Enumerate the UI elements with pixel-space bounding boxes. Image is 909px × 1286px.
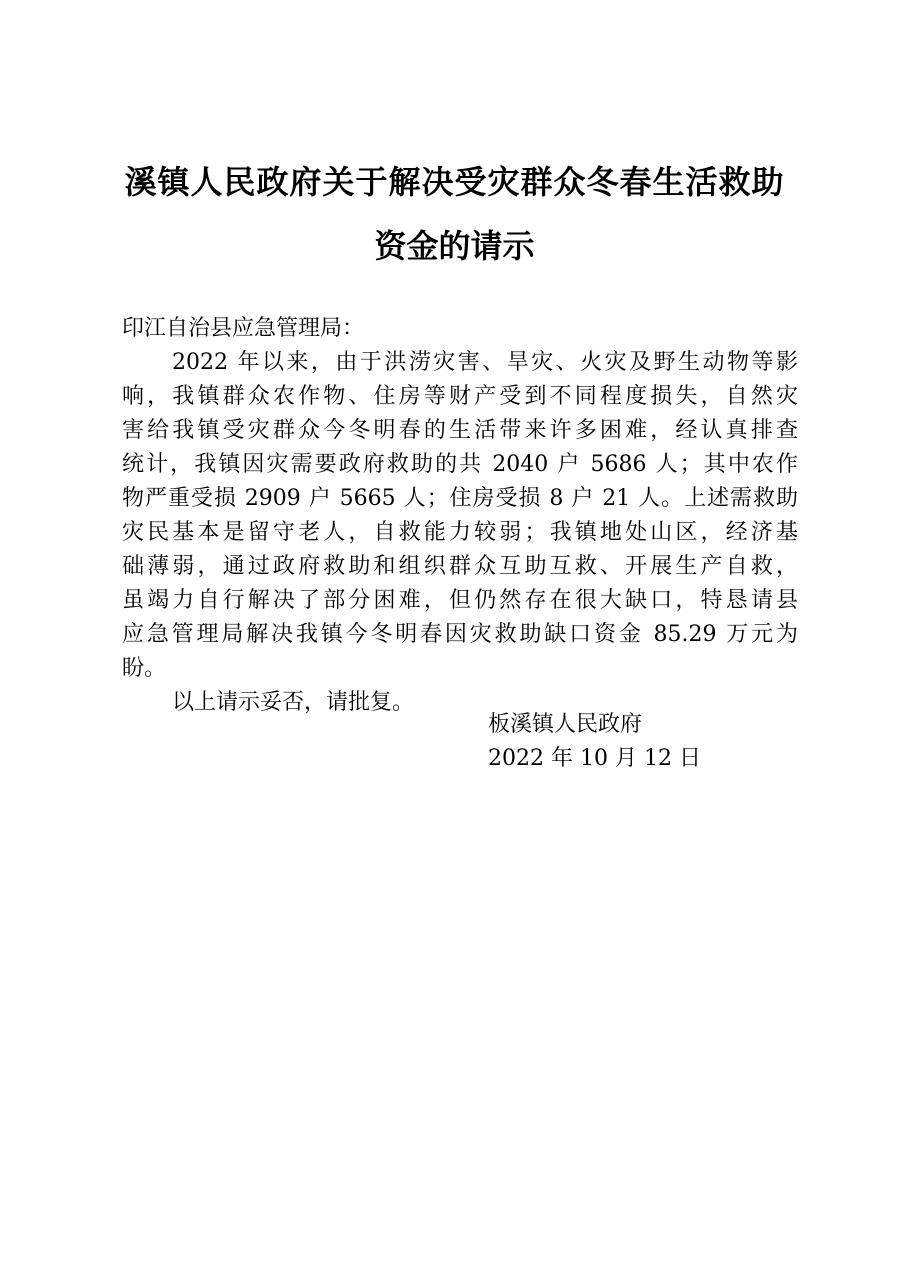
closing-line: 以上请示妥否，请批复。 xyxy=(172,690,415,715)
body-line: 物严重受损 2909 户 5665 人；住房受损 8 户 21 人。上述需救助 xyxy=(122,486,798,511)
body-line: 础薄弱，通过政府救助和组织群众互助互救、开展生产自救， xyxy=(122,554,798,579)
body-line: 响，我镇群众农作物、住房等财产受到不同程度损失，自然灾 xyxy=(122,384,798,409)
body-line: 灾民基本是留守老人，自救能力较弱；我镇地处山区，经济基 xyxy=(122,520,798,545)
signature-organization: 板溪镇人民政府 xyxy=(488,712,643,737)
body-line: 害给我镇受灾群众今冬明春的生活带来许多困难，经认真排查 xyxy=(122,418,798,443)
document-title-line-2: 资金的请示 xyxy=(374,227,535,265)
body-line: 应急管理局解决我镇今冬明春因灾救助缺口资金 85.29 万元为 xyxy=(122,622,798,647)
body-line: 盼。 xyxy=(122,656,167,681)
document-body xyxy=(122,312,798,720)
body-line: 虽竭力自行解决了部分困难，但仍然存在很大缺口，特恳请县 xyxy=(122,588,798,613)
body-line: 2022 年以来，由于洪涝灾害、旱灾、火灾及野生动物等影 xyxy=(172,350,798,375)
body-line: 统计，我镇因灾需要政府救助的共 2040 户 5686 人；其中农作 xyxy=(122,452,798,477)
addressee: 印江自治县应急管理局： xyxy=(122,316,365,341)
signature-date: 2022 年 10 月 12 日 xyxy=(488,746,701,771)
document-title-line-1: 溪镇人民政府关于解决受灾群众冬春生活救助 xyxy=(124,163,785,201)
